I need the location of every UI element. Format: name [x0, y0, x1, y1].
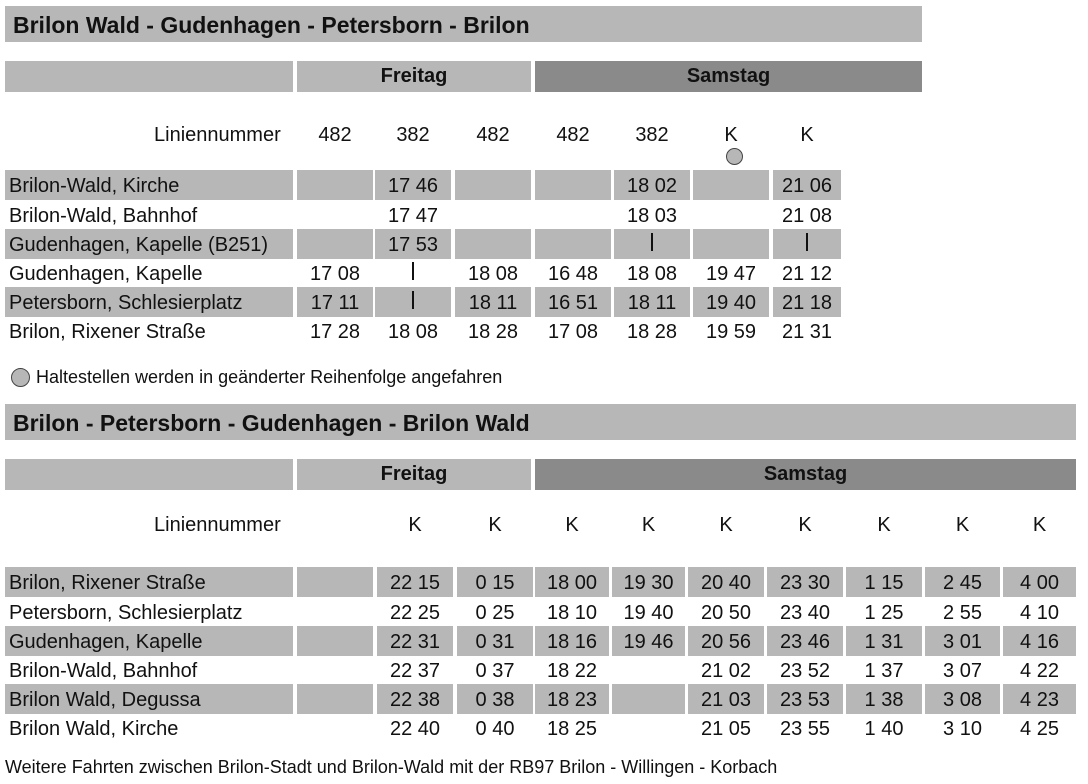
- departure-time: 21 03: [700, 689, 752, 711]
- departure-time: 19 40: [705, 292, 757, 314]
- departure-time: 21 12: [781, 263, 833, 285]
- header-samstag: [535, 61, 922, 92]
- reorder-marker-icon: [726, 148, 743, 165]
- stop-name: Petersborn, Schlesierplatz: [9, 602, 243, 624]
- line-number: 382: [396, 124, 430, 146]
- stop-name: Gudenhagen, Kapelle: [9, 263, 203, 285]
- departure-time: 4 25: [1020, 718, 1059, 740]
- stop-name: Gudenhagen, Kapelle: [9, 631, 203, 653]
- line-number-label: Liniennummer: [154, 124, 281, 146]
- departure-time: 18 03: [626, 205, 678, 227]
- departure-time: 22 25: [389, 602, 441, 624]
- stop-name: Brilon, Rixener Straße: [9, 321, 206, 343]
- departure-time: 18 11: [468, 292, 518, 314]
- day-label-samstag: Samstag: [686, 65, 771, 87]
- departure-time: 22 40: [389, 718, 441, 740]
- departure-time: 18 08: [626, 263, 678, 285]
- departure-time: 18 00: [546, 572, 598, 594]
- line-number: 482: [476, 124, 510, 146]
- departure-time: 20 56: [700, 631, 752, 653]
- stop-name: Brilon Wald, Kirche: [9, 718, 179, 740]
- pass-through-mark: [806, 233, 808, 251]
- departure-time: 1 37: [864, 660, 904, 682]
- cell-bg: [297, 567, 373, 597]
- legend-marker-icon: [11, 368, 30, 387]
- cell-bg: [297, 229, 373, 259]
- cell-bg: [535, 229, 611, 259]
- departure-time: 22 31: [389, 631, 441, 653]
- departure-time: 22 15: [389, 572, 441, 594]
- cell-bg: [612, 684, 685, 714]
- departure-time: 23 30: [779, 572, 831, 594]
- line-number: K: [488, 514, 502, 536]
- departure-time: 1 38: [864, 689, 904, 711]
- pass-through-mark: [651, 233, 653, 251]
- departure-time: 4 16: [1020, 631, 1059, 653]
- departure-time: 18 16: [546, 631, 598, 653]
- departure-time: 22 38: [389, 689, 441, 711]
- header-samstag: [535, 459, 1076, 490]
- departure-time: 17 08: [547, 321, 599, 343]
- departure-time: 17 11: [310, 292, 360, 314]
- departure-time: 21 18: [781, 292, 833, 314]
- header-blank: [5, 61, 293, 92]
- departure-time: 4 23: [1020, 689, 1059, 711]
- line-number: 482: [556, 124, 590, 146]
- route-title-bar: [5, 6, 922, 42]
- stop-name: Gudenhagen, Kapelle (B251): [9, 234, 269, 256]
- cell-bg: [455, 229, 531, 259]
- pass-through-mark: [412, 262, 414, 280]
- line-number: K: [408, 514, 422, 536]
- departure-time: 18 28: [467, 321, 519, 343]
- stop-name: Petersborn, Schlesierplatz: [9, 292, 243, 314]
- stop-name: Brilon-Wald, Kirche: [9, 175, 180, 197]
- day-label-freitag: Freitag: [380, 65, 448, 87]
- departure-time: 18 02: [626, 175, 678, 197]
- departure-time: 22 37: [389, 660, 441, 682]
- pass-through-mark: [412, 291, 414, 309]
- departure-time: 17 28: [309, 321, 361, 343]
- header-freitag: [297, 459, 531, 490]
- departure-time: 0 31: [475, 631, 515, 653]
- departure-time: 3 01: [943, 631, 982, 653]
- line-number-label: Liniennummer: [154, 514, 281, 536]
- departure-time: 18 22: [546, 660, 598, 682]
- cell-bg: [693, 170, 769, 200]
- departure-time: 19 47: [705, 263, 757, 285]
- departure-time: 0 38: [475, 689, 515, 711]
- departure-time: 21 31: [781, 321, 833, 343]
- cell-bg: [455, 170, 531, 200]
- cell-bg: [297, 170, 373, 200]
- departure-time: 18 11: [627, 292, 677, 314]
- route-title: Brilon Wald - Gudenhagen - Petersborn - Brilon: [13, 12, 530, 38]
- stop-name: Brilon Wald, Degussa: [9, 689, 201, 711]
- departure-time: 19 59: [705, 321, 757, 343]
- departure-time: 16 51: [547, 292, 599, 314]
- departure-time: 0 40: [475, 718, 515, 740]
- departure-time: 4 22: [1020, 660, 1059, 682]
- departure-time: 1 40: [864, 718, 904, 740]
- line-number: K: [800, 124, 814, 146]
- departure-time: 17 53: [387, 234, 439, 256]
- departure-time: 19 40: [623, 602, 674, 624]
- stop-name: Brilon-Wald, Bahnhof: [9, 205, 198, 227]
- cell-bg: [535, 170, 611, 200]
- line-number: K: [798, 514, 812, 536]
- departure-time: 4 10: [1020, 602, 1059, 624]
- departure-time: 1 31: [864, 631, 904, 653]
- cell-bg: [693, 229, 769, 259]
- line-number: K: [877, 514, 891, 536]
- cell-bg: [297, 626, 373, 656]
- departure-time: 17 46: [387, 175, 439, 197]
- day-label-samstag: Samstag: [763, 463, 848, 485]
- departure-time: 23 55: [779, 718, 831, 740]
- departure-time: 3 07: [943, 660, 982, 682]
- departure-time: 0 15: [475, 572, 515, 594]
- departure-time: 19 46: [623, 631, 674, 653]
- departure-time: 17 08: [309, 263, 361, 285]
- departure-time: 23 53: [779, 689, 831, 711]
- header-freitag: [297, 61, 531, 92]
- departure-time: 18 28: [626, 321, 678, 343]
- departure-time: 20 40: [700, 572, 752, 594]
- departure-time: 16 48: [547, 263, 599, 285]
- line-number: 382: [635, 124, 669, 146]
- departure-time: 21 05: [700, 718, 752, 740]
- departure-time: 21 02: [700, 660, 752, 682]
- departure-time: 23 40: [779, 602, 831, 624]
- line-number: K: [724, 124, 738, 146]
- departure-time: 18 08: [467, 263, 519, 285]
- line-number: K: [565, 514, 579, 536]
- departure-time: 23 52: [779, 660, 831, 682]
- departure-time: 3 10: [943, 718, 982, 740]
- departure-time: 18 23: [546, 689, 598, 711]
- header-blank: [5, 459, 293, 490]
- line-number: K: [641, 514, 656, 536]
- stop-name: Brilon, Rixener Straße: [9, 572, 206, 594]
- departure-time: 20 50: [700, 602, 752, 624]
- line-number: K: [955, 514, 970, 536]
- route-title-bar: [5, 404, 1076, 440]
- legend-text: Haltestellen werden in geänderter Reihenfolge angefahren: [36, 367, 503, 387]
- departure-time: 2 45: [943, 572, 982, 594]
- line-number: 482: [318, 124, 352, 146]
- departure-time: 0 37: [475, 660, 515, 682]
- footer-note: Weitere Fahrten zwischen Brilon-Stadt und Brilon-Wald mit der RB97 Brilon - Willingen - Korbach: [5, 757, 778, 777]
- departure-time: 2 55: [943, 602, 982, 624]
- stop-name: Brilon-Wald, Bahnhof: [9, 660, 198, 682]
- departure-time: 23 46: [779, 631, 831, 653]
- departure-time: 18 08: [387, 321, 439, 343]
- route-title: Brilon - Petersborn - Gudenhagen - Brilon Wald: [13, 410, 530, 436]
- departure-time: 3 08: [943, 689, 982, 711]
- departure-time: 21 08: [781, 205, 833, 227]
- departure-time: 1 15: [864, 572, 904, 594]
- departure-time: 21 06: [781, 175, 833, 197]
- day-label-freitag: Freitag: [380, 463, 448, 485]
- line-number: K: [1032, 514, 1047, 536]
- departure-time: 4 00: [1020, 572, 1059, 594]
- departure-time: 1 25: [864, 602, 904, 624]
- departure-time: 0 25: [475, 602, 515, 624]
- departure-time: 19 30: [623, 572, 674, 594]
- departure-time: 17 47: [387, 205, 439, 227]
- departure-time: 18 10: [546, 602, 598, 624]
- line-number: K: [719, 514, 733, 536]
- cell-bg: [297, 684, 373, 714]
- departure-time: 18 25: [546, 718, 598, 740]
